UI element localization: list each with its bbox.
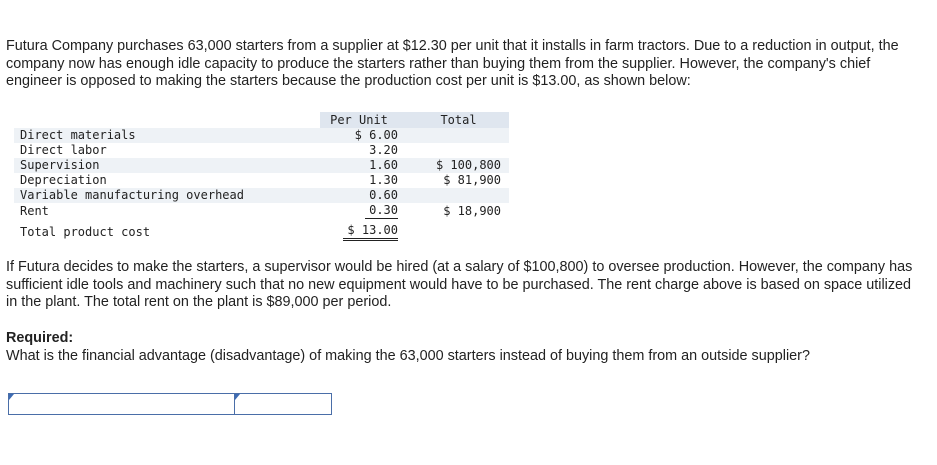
row-per-unit: $ 6.00 [320,128,406,143]
answer-amount-input[interactable] [235,394,331,414]
cost-table [14,112,509,241]
header-per-unit: Per Unit [320,112,406,128]
row-per-unit: 3.20 [369,143,398,157]
table-row [14,143,509,158]
total-row [14,219,509,241]
dropdown-marker-icon [235,394,240,400]
row-per-unit: 0.30 [365,203,398,219]
row-label: Supervision [14,158,320,173]
table-row [14,188,509,203]
header-total: Total [416,112,509,128]
total-per-unit: $ 13.00 [343,223,398,241]
row-total: $ 18,900 [443,203,501,218]
header-blank [14,112,320,128]
header-gap [406,112,416,128]
row-total [416,143,509,158]
total-label: Total product cost [20,224,151,239]
table-row [14,203,509,219]
problem-details: If Futura decides to make the starters, a supervisor would be hired (at a salary of $100,800) to oversee production. However, the company has sufficient idle tools and machinery such that no new equipment would have to be purchased. The rent charge above is based on space utilized in the plant. The total rent on the plant is $89,000 per period. [6,259,913,310]
row-total: $ 81,900 [443,173,501,187]
dropdown-marker-icon [9,394,14,400]
table-row [14,158,509,173]
row-label: Direct labor [20,143,107,157]
required-label: Required: [6,330,74,346]
row-label: Variable manufacturing overhead [14,188,320,203]
required-question: What is the financial advantage (disadvantage) of making the 63,000 starters instead of buying them from an outside supplier? [6,348,810,364]
row-total: $ 100,800 [416,158,509,173]
row-label: Rent [20,203,49,218]
answer-row [8,393,332,415]
row-label: Depreciation [20,173,107,187]
row-total [416,188,509,203]
row-label: Direct materials [14,128,320,143]
row-per-unit: 1.30 [369,173,398,187]
row-per-unit: 0.60 [320,188,406,203]
table-row [14,128,509,143]
cost-table-header [14,112,509,128]
problem-intro: Futura Company purchases 63,000 starters from a supplier at $12.30 per unit that it installs in farm tractors. Due to a reduction in output, the company now has enough idle capacity to produce the starters rather than buying them from the supplier. However, the company's chief engineer is opposed to making the starters because the production cost per unit is $13.00, as shown below: [6,38,899,89]
table-row [14,173,509,188]
row-per-unit: 1.60 [320,158,406,173]
row-total [416,128,509,143]
answer-label-input[interactable] [9,394,235,414]
